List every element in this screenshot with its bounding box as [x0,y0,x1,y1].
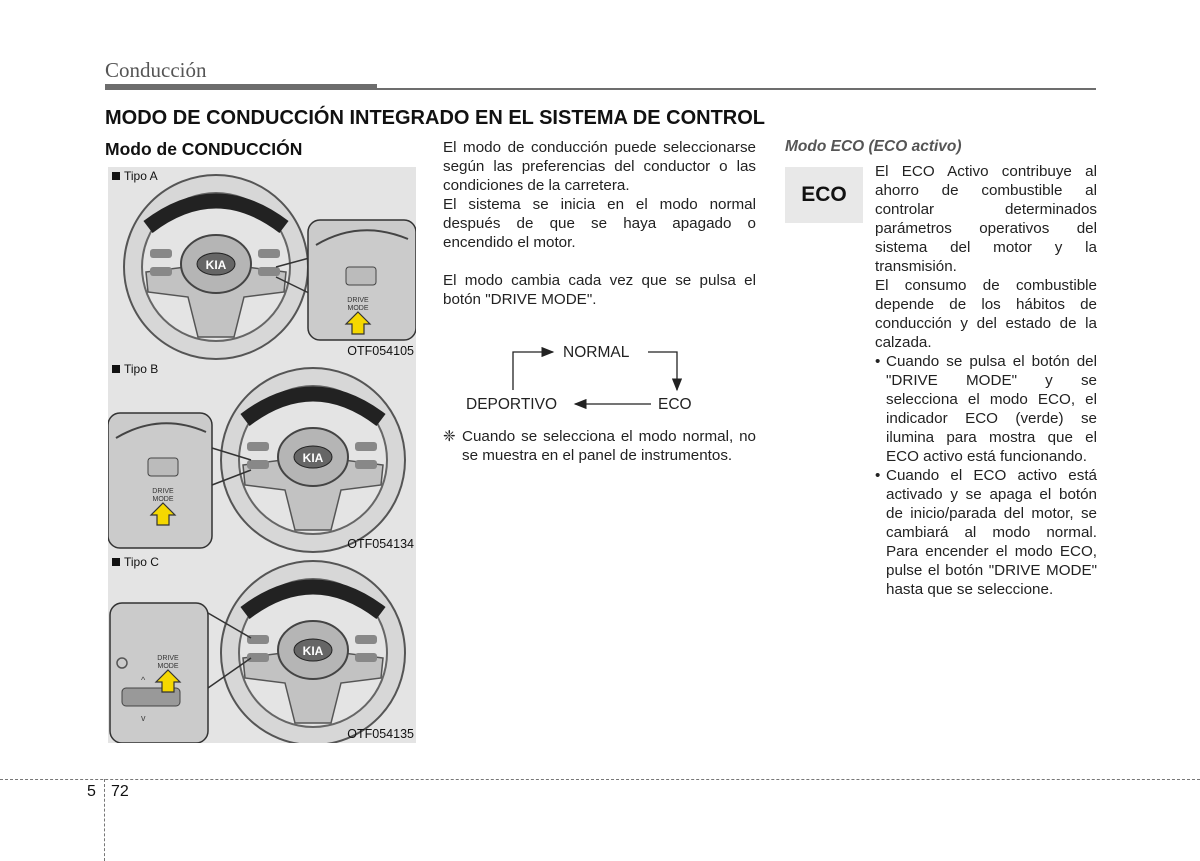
mode-cycle-diagram [455,338,715,418]
chapter-number: 5 [87,783,96,800]
note-mark: ❈ [443,428,456,445]
figure-code: OTF054105 [347,344,414,358]
eco-mode-heading: Modo ECO (ECO activo) [785,138,962,155]
svg-text:KIA: KIA [205,258,227,272]
main-heading: MODO DE CONDUCCIÓN INTEGRADO EN EL SISTEMA DE CONTROL [105,107,766,129]
steering-wheel-illustration [108,167,416,360]
steering-wheel-illustration [108,553,416,743]
header-bar [105,84,377,90]
figure-code: OTF054134 [347,537,414,551]
bullet-list [875,352,1097,599]
paragraph: El consumo de combustible depende de los hábitos de conducción y del estado de la calzada. [875,277,1097,351]
paragraph: El ECO Activo contribuye al ahorro de combustible al controlar determinados parámetros operativos del sistema del motor y la transmisión. [875,163,1097,275]
note [443,427,756,465]
svg-text:v: v [141,713,146,723]
footer-vertical-divider [104,779,105,861]
svg-text:MODE: MODE [157,663,179,670]
figure-label: Tipo C [112,555,159,569]
paragraph: El sistema se inicia en el modo normal después de que se haya apagado o encendido el motor. [443,196,756,251]
flow-eco: ECO [658,396,692,413]
steering-wheel-illustration [108,360,416,553]
paragraph: El modo cambia cada vez que se pulsa el botón "DRIVE MODE". [443,272,756,308]
figure-label: Tipo B [112,362,158,376]
intro-text [443,138,756,309]
list-item: • Cuando el ECO activo está activado y se apaga el botón de inicio/parada del motor, se cambiará al modo normal. Para encender el modo ECO, pulse el botón "DRIVE MODE" hasta que se seleccione. [875,466,1097,599]
figure-type-b [108,360,416,553]
note-text: Cuando se selecciona el modo normal, no se muestra en el panel de instrumentos. [462,428,756,464]
figure-code: OTF054135 [347,727,414,741]
list-item: • Cuando se pulsa el botón del "DRIVE MODE" y se selecciona el modo ECO, el indicador ECO (verde) se ilumina para mostra que el ECO activo está funcionando. [875,352,1097,466]
svg-text:KIA: KIA [302,451,324,465]
svg-text:^: ^ [141,675,146,685]
svg-text:MODE: MODE [347,305,369,312]
eco-description [875,162,1097,599]
svg-text:DRIVE: DRIVE [152,488,174,495]
section-title: Conducción [105,58,207,82]
header-rule [377,88,1096,90]
figure-type-c [108,553,416,743]
figure-type-a [108,167,416,360]
figure-label: Tipo A [112,169,158,183]
flow-normal: NORMAL [563,344,630,361]
paragraph: El modo de conducción puede seleccionarse según las preferencias del conductor o las condiciones de la carretera. [443,139,756,194]
page-number: 72 [111,783,129,800]
svg-text:DRIVE: DRIVE [347,297,369,304]
footer-divider [0,779,1200,780]
svg-text:KIA: KIA [302,644,324,658]
svg-text:DRIVE: DRIVE [157,655,179,662]
svg-text:MODE: MODE [152,496,174,503]
driving-mode-heading: Modo de CONDUCCIÓN [105,139,303,159]
eco-badge: ECO [785,167,863,223]
flow-deportivo: DEPORTIVO [466,396,558,413]
